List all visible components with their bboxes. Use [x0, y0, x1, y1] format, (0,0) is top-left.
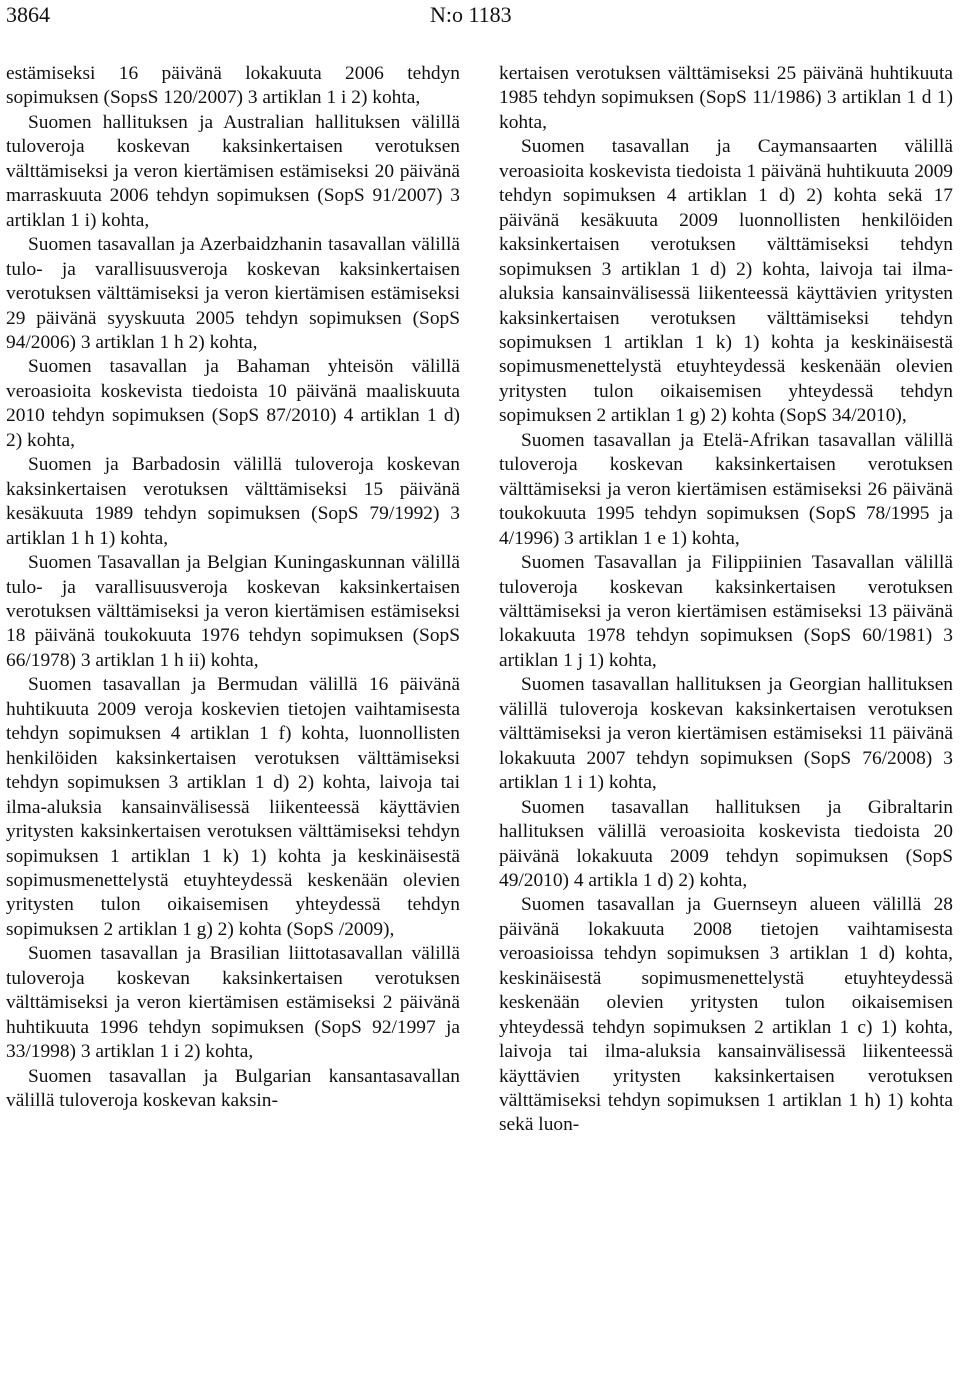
paragraph: Suomen tasavallan ja Etelä-Afrikan tasavallan välillä tuloveroja koskevan kaksinkertaisen verotuksen välttämiseksi ja veron kiertämisen estämiseksi 26 päivänä toukokuuta 1995 tehdyn sopimuksen (SopS 78/1995 ja 4/1996) 3 artiklan 1 e 1) kohta,: [499, 429, 953, 549]
paragraph: Suomen hallituksen ja Australian hallituksen välillä tuloveroja koskevan kaksinkertaisen verotuksen välttämiseksi ja veron kiertämisen estämiseksi 20 päivänä marraskuuta 2006 tehdyn sopimuksen (SopS 91/2007) 3 artiklan 1 i) kohta,: [6, 111, 460, 231]
paragraph: Suomen tasavallan hallituksen ja Gibraltarin hallituksen välillä veroasioita koskevista tiedoista 20 päivänä lokakuuta 2009 tehdyn sopimuksen (SopS 49/2010) 4 artikla 1 d) 2) kohta,: [499, 796, 953, 891]
paragraph: Suomen tasavallan hallituksen ja Georgian hallituksen välillä tuloveroja koskevan kaksinkertaisen verotuksen välttämiseksi ja veron kiertämisen estämiseksi 11 päivänä lokakuuta 2007 tehdyn sopimuksen (SopS 76/2008) 3 artiklan 1 i 1) kohta,: [499, 674, 953, 794]
paragraph: estämiseksi 16 päivänä lokakuuta 2006 tehdyn sopimuksen (SopsS 120/2007) 3 artiklan 1 i 2) kohta,: [6, 63, 460, 109]
paragraph: Suomen tasavallan ja Guernseyn alueen välillä 28 päivänä lokakuuta 2008 tietojen vaihtamisesta veroasioissa tehdyn sopimuksen 3 artiklan 1 d) kohta, keskinäisestä sopimusmenettelystä etuyhteydessä keskenään olevien yritysten tulon oikaisemisen yhteydessä tehdyn sopimuksen 2 artiklan 1 c) 1) kohta, laivoja tai ilma-aluksia kansainvälisessä liikenteessä käyttävien yritysten kaksinkertaisen verotuksen välttämiseksi tehdyn sopimuksen 1 artiklan 1 h) 1) kohta sekä luon-: [499, 894, 953, 1136]
paragraph: Suomen tasavallan ja Brasilian liittotasavallan välillä tuloveroja koskevan kaksinkertaisen verotuksen välttämiseksi ja veron kiertämisen estämiseksi 2 päivänä huhtikuuta 1996 tehdyn sopimuksen (SopS 92/1997 ja 33/1998) 3 artiklan 1 i 2) kohta,: [6, 943, 460, 1063]
right-column: [499, 62, 953, 1138]
paragraph: Suomen Tasavallan ja Filippiinien Tasavallan välillä tuloveroja koskevan kaksinkertaisen verotuksen välttämiseksi ja veron kiertämisen estämiseksi 13 päivänä lokakuuta 1978 tehdyn sopimuksen (SopS 60/1981) 3 artiklan 1 j 1) kohta,: [499, 552, 953, 671]
paragraph: Suomen ja Barbadosin välillä tuloveroja koskevan kaksinkertaisen verotuksen välttämiseksi 15 päivänä kesäkuuta 1989 tehdyn sopimuksen (SopS 79/1992) 3 artiklan 1 h 1) kohta,: [6, 454, 460, 549]
page-header: [0, 2, 960, 32]
page-number: 3864: [6, 2, 50, 27]
paragraph: Suomen tasavallan ja Bahaman yhteisön välillä veroasioita koskevista tiedoista 10 päivänä maaliskuuta 2010 tehdyn sopimuksen (SopS 87/2010) 4 artiklan 1 d) 2) kohta,: [6, 356, 460, 451]
paragraph: Suomen tasavallan ja Azerbaidzhanin tasavallan välillä tulo- ja varallisuusveroja koskevan kaksinkertaisen verotuksen välttämiseksi ja veron kiertämisen estämiseksi 29 päivänä syyskuuta 2005 tehdyn sopimuksen (SopS 94/2006) 3 artiklan 1 h 2) kohta,: [6, 234, 460, 353]
left-column: [6, 62, 460, 1113]
paragraph: Suomen tasavallan ja Bermudan välillä 16 päivänä huhtikuuta 2009 veroja koskevien tietojen vaihtamisesta tehdyn sopimuksen 4 artiklan 1 f) kohta, luonnollisten henkilöiden kaksinkertaisen verotuksen välttämiseksi tehdyn sopimuksen 3 artiklan 1 d) 2) kohta, laivoja tai ilma-aluksia kansainvälisessä liikenteessä käyttävien yritysten kaksinkertaisen verotuksen välttämiseksi tehdyn sopimuksen 1 artiklan 1 k) 1) kohta ja keskinäisestä sopimusmenettelystä etuyhteydessä keskenään olevien yritysten tulon oikaisemisen yhteydessä tehdyn sopimuksen 2 artiklan 1 g) 2) kohta (SopS /2009),: [6, 674, 460, 940]
paragraph: Suomen tasavallan ja Bulgarian kansantasavallan välillä tuloveroja koskevan kaksin-: [6, 1065, 460, 1112]
paragraph: Suomen tasavallan ja Caymansaarten välillä veroasioita koskevista tiedoista 1 päivänä huhtikuuta 2009 tehdyn sopimuksen 4 artiklan 1 d) 2) kohta sekä 17 päivänä kesäkuuta 2009 luonnollisten henkilöiden kaksinkertaisen verotuksen välttämiseksi tehdyn sopimuksen 3 artiklan 1 d) 2) kohta, laivoja tai ilma-aluksia kansainvälisessä liikenteessä käyttävien yritysten kaksinkertaisen verotuksen välttämiseksi tehdyn sopimuksen 1 artiklan 1 k) 1) kohta ja keskinäisestä sopimusmenettelystä etuyhteydessä keskenään olevien yritysten tulon oikaisemisen yhteydessä tehdyn sopimuksen 2 artiklan 1 g) 2) kohta (SopS 34/2010),: [499, 136, 953, 427]
paragraph: Suomen Tasavallan ja Belgian Kuningaskunnan välillä tulo- ja varallisuusveroja koskevan kaksinkertaisen verotuksen välttämiseksi ja veron kiertämisen estämiseksi 18 päivänä toukokuuta 1976 tehdyn sopimuksen (SopS 66/1978) 3 artiklan 1 h ii) kohta,: [6, 552, 460, 671]
issue-number: N:o 1183: [430, 2, 512, 27]
paragraph: kertaisen verotuksen välttämiseksi 25 päivänä huhtikuuta 1985 tehdyn sopimuksen (SopS 11/1986) 3 artiklan 1 d 1) kohta,: [499, 63, 953, 133]
